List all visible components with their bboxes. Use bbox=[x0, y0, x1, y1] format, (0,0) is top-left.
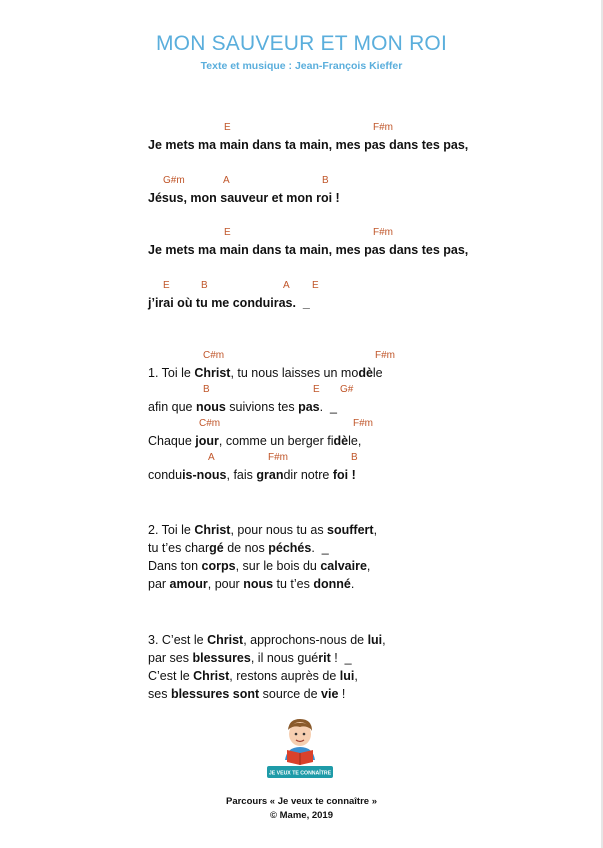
verse-line: conduis-nous, fais grandir notre foi ! bbox=[148, 468, 356, 482]
song-title: MON SAUVEUR ET MON ROI bbox=[155, 32, 448, 55]
song-credits: Texte et musique : Jean-François Kieffer bbox=[200, 60, 403, 72]
chord-line bbox=[0, 418, 603, 432]
footer-copyright: © Mame, 2019 bbox=[270, 810, 333, 821]
chord: B bbox=[201, 280, 208, 291]
verse-line: C’est le Christ, restons auprès de lui, bbox=[148, 669, 358, 683]
chord-line bbox=[0, 452, 603, 466]
chord-line bbox=[0, 280, 603, 294]
verse-line: par amour, pour nous tu t’es donné. bbox=[148, 577, 355, 591]
chord-line bbox=[0, 122, 603, 136]
chord: F#m bbox=[268, 452, 288, 463]
svg-text:JE VEUX TE CONNAÎTRE: JE VEUX TE CONNAÎTRE bbox=[268, 770, 332, 777]
chord: F#m bbox=[375, 350, 395, 361]
verse-line: 2. Toi le Christ, pour nous tu as souffert, bbox=[148, 523, 378, 537]
verse-line: ses blessures sont source de vie ! bbox=[148, 687, 346, 701]
chord-line bbox=[0, 350, 603, 364]
chord-line bbox=[0, 227, 603, 241]
chord: B bbox=[203, 384, 210, 395]
child-reading-icon bbox=[263, 716, 337, 784]
verse-line: Chaque jour, comme un berger fidèle, bbox=[148, 434, 362, 448]
chord: G# bbox=[340, 384, 354, 395]
verse-line: afin que nous suivions tes pas. _ bbox=[148, 400, 338, 414]
chord-line bbox=[0, 175, 603, 189]
verse-line: Dans ton corps, sur le bois du calvaire, bbox=[148, 559, 371, 573]
chord: E bbox=[312, 280, 319, 291]
chord: F#m bbox=[373, 227, 393, 238]
chord: E bbox=[224, 122, 231, 133]
chord-line bbox=[0, 384, 603, 398]
verse-line: par ses blessures, il nous guérit ! _ bbox=[148, 651, 352, 665]
parcours-logo bbox=[263, 716, 337, 784]
chord: C#m bbox=[203, 350, 225, 361]
verse-line: tu t’es chargé de nos péchés. _ bbox=[148, 541, 329, 555]
chord: E bbox=[313, 384, 320, 395]
chord: E bbox=[163, 280, 170, 291]
refrain-line: Je mets ma main dans ta main, mes pas dans tes pas, bbox=[148, 243, 469, 257]
chord: A bbox=[283, 280, 290, 291]
chord: F#m bbox=[353, 418, 373, 429]
chord: B bbox=[351, 452, 358, 463]
footer-series: Parcours « Je veux te connaître » bbox=[225, 796, 378, 807]
refrain-line: j’irai où tu me conduiras. _ bbox=[148, 296, 310, 310]
chord: A bbox=[208, 452, 215, 463]
verse-line: 3. C’est le Christ, approchons-nous de lui, bbox=[148, 633, 386, 647]
refrain-line: Je mets ma main dans ta main, mes pas dans tes pas, bbox=[148, 138, 469, 152]
chord: C#m bbox=[199, 418, 221, 429]
refrain-line: Jésus, mon sauveur et mon roi ! bbox=[148, 191, 340, 205]
chord: A bbox=[223, 175, 230, 186]
chord: G#m bbox=[163, 175, 185, 186]
chord: E bbox=[224, 227, 231, 238]
chord: F#m bbox=[373, 122, 393, 133]
verse-line: 1. Toi le Christ, tu nous laisses un modèle bbox=[148, 366, 383, 380]
chord: B bbox=[322, 175, 329, 186]
